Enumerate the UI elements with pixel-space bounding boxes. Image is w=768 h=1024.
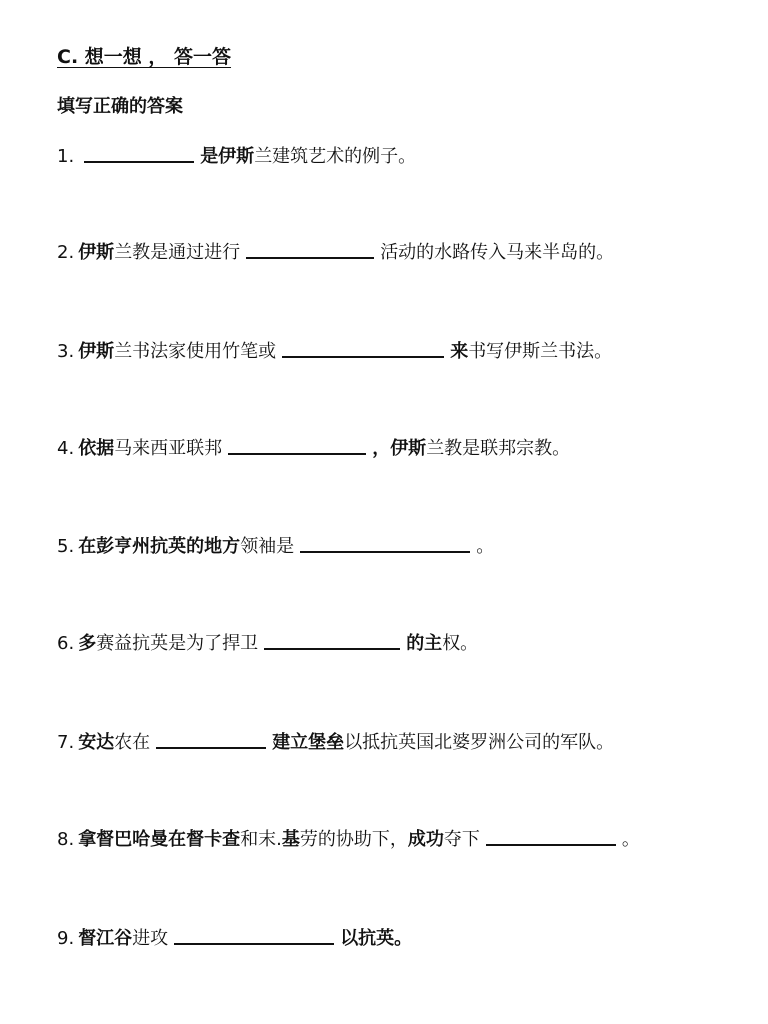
question-text: 多 bbox=[78, 633, 97, 654]
question-text: 拿督巴哈曼在督卡查 bbox=[78, 829, 241, 850]
question-text: 成功 bbox=[407, 829, 444, 850]
question-number: 2. bbox=[57, 242, 75, 263]
question-text: 劳的协助下， bbox=[299, 829, 408, 850]
question-text: 兰建筑艺术的例子。 bbox=[254, 146, 417, 167]
question-text: 伊斯 bbox=[78, 341, 115, 362]
question-text: 以抗英。 bbox=[340, 928, 413, 949]
question-6 bbox=[57, 629, 478, 655]
question-text: 赛益抗英是为了捍卫 bbox=[96, 633, 259, 654]
question-text: 督江谷 bbox=[78, 928, 133, 949]
question-text: 农在 bbox=[114, 732, 151, 753]
answer-blank[interactable] bbox=[246, 257, 374, 259]
question-text: ， bbox=[372, 438, 391, 459]
answer-blank[interactable] bbox=[84, 161, 194, 163]
question-text: 兰教是通过进行 bbox=[114, 242, 241, 263]
answer-blank[interactable] bbox=[228, 453, 366, 455]
question-9 bbox=[57, 924, 412, 950]
question-8 bbox=[57, 825, 640, 851]
question-text: 依据 bbox=[78, 438, 115, 459]
question-7 bbox=[57, 728, 614, 754]
question-number: 1. bbox=[57, 146, 75, 167]
question-text: 马来西亚联邦 bbox=[114, 438, 223, 459]
question-number: 4. bbox=[57, 438, 75, 459]
answer-blank[interactable] bbox=[282, 356, 444, 358]
question-text: 建立堡垒 bbox=[272, 732, 345, 753]
question-text: 和末. bbox=[240, 829, 282, 850]
question-text: 伊斯 bbox=[78, 242, 115, 263]
question-text: 基 bbox=[281, 829, 300, 850]
question-text: 。 bbox=[621, 829, 640, 850]
question-3 bbox=[57, 337, 612, 363]
question-text: 来 bbox=[450, 341, 469, 362]
question-number: 3. bbox=[57, 341, 75, 362]
question-text: 夺下 bbox=[443, 829, 480, 850]
question-number: 8. bbox=[57, 829, 75, 850]
question-text: 伊斯 bbox=[390, 438, 427, 459]
question-number: 6. bbox=[57, 633, 75, 654]
question-5 bbox=[57, 532, 494, 558]
question-2 bbox=[57, 238, 614, 264]
answer-blank[interactable] bbox=[156, 747, 266, 749]
question-text: 领袖是 bbox=[240, 536, 295, 557]
answer-blank[interactable] bbox=[174, 943, 334, 945]
question-text: 活动的水路传入马来半岛的。 bbox=[380, 242, 615, 263]
question-text: 是伊斯 bbox=[200, 146, 255, 167]
question-text: 书写伊斯兰书法。 bbox=[468, 341, 613, 362]
question-text: 安达 bbox=[78, 732, 115, 753]
question-number: 7. bbox=[57, 732, 75, 753]
question-text: 进攻 bbox=[132, 928, 169, 949]
answer-blank[interactable] bbox=[264, 648, 400, 650]
question-text: 兰书法家使用竹笔或 bbox=[114, 341, 277, 362]
question-text: 权。 bbox=[442, 633, 479, 654]
answer-blank[interactable] bbox=[486, 844, 616, 846]
question-text: 的主 bbox=[406, 633, 443, 654]
section-title: C. 想一想 ， 答一答 bbox=[57, 46, 232, 68]
instruction-text: 填写正确的答案 bbox=[57, 96, 183, 117]
question-text: 。 bbox=[476, 536, 495, 557]
answer-blank[interactable] bbox=[300, 551, 470, 553]
question-1 bbox=[57, 142, 416, 168]
question-text: 在彭亨州抗英的地方 bbox=[78, 536, 241, 557]
question-number: 9. bbox=[57, 928, 75, 949]
question-number: 5. bbox=[57, 536, 75, 557]
question-text: 兰教是联邦宗教。 bbox=[426, 438, 571, 459]
question-4 bbox=[57, 434, 570, 460]
question-text: 以抵抗英国北婆罗洲公司的军队。 bbox=[344, 732, 615, 753]
